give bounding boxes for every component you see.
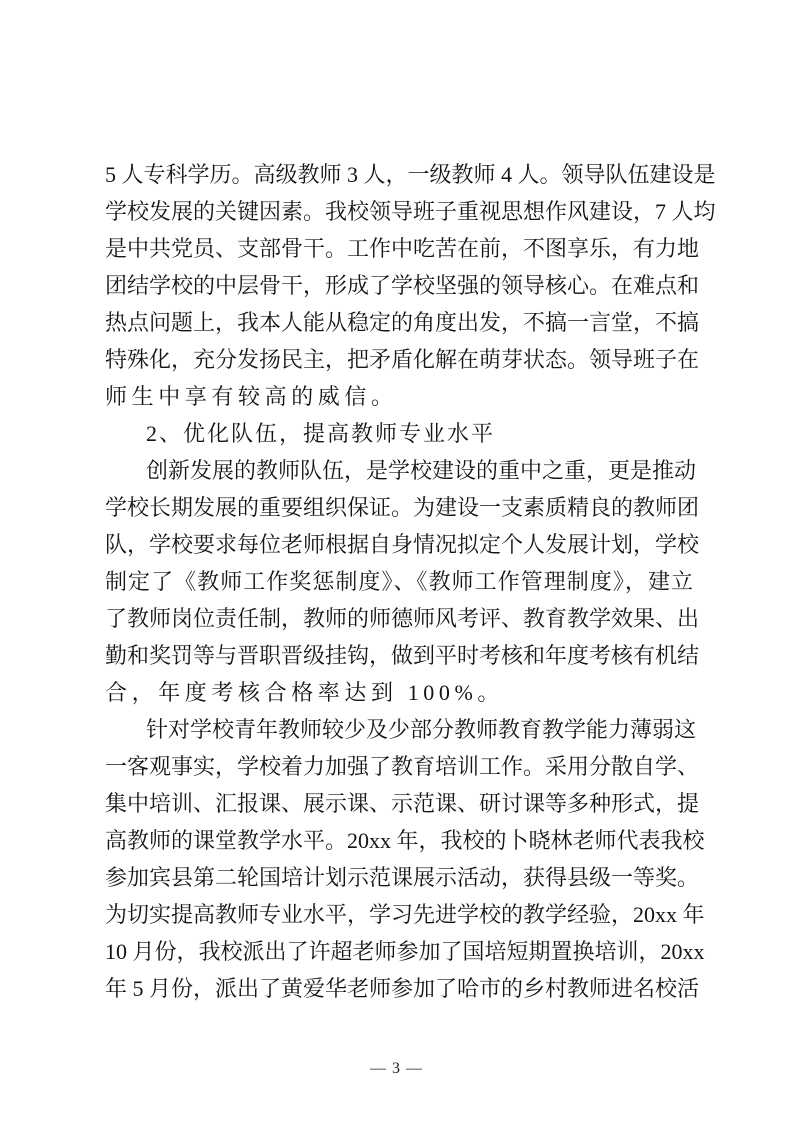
text-line: 集中培训、汇报课、展示课、示范课、研讨课等多种形式，提 bbox=[105, 791, 700, 816]
text-line: 10 月份，我校派出了许超老师参加了国培短期置换培训，20xx bbox=[105, 939, 705, 964]
paragraph bbox=[105, 711, 705, 1007]
text-line: 参加宾县第二轮国培计划示范课展示活动，获得县级一等奖。 bbox=[105, 865, 700, 890]
text-line: 一客观事实，学校着力加强了教育培训工作。采用分散自学、 bbox=[105, 754, 700, 779]
section-heading: 2、优化队伍，提高教师专业水平 bbox=[146, 421, 496, 446]
paragraph bbox=[105, 156, 716, 415]
text-line: 是中共党员、支部骨干。工作中吃苦在前，不图享乐，有力地 bbox=[105, 236, 700, 261]
text-line: 队，学校要求每位老师根据自身情况拟定个人发展计划，学校 bbox=[105, 532, 700, 557]
text-line: 5 人专科学历。高级教师 3 人，一级教师 4 人。领导队伍建设是 bbox=[105, 162, 716, 187]
text-line: 特殊化，充分发扬民主，把矛盾化解在萌芽状态。领导班子在 bbox=[105, 347, 700, 372]
text-line: 创新发展的教师队伍，是学校建设的重中之重，更是推动 bbox=[146, 458, 697, 483]
text-line: 合，年度考核合格率达到 100%。 bbox=[105, 680, 505, 705]
text-line: 为切实提高教师专业水平，学习先进学校的教学经验，20xx 年 bbox=[105, 902, 705, 927]
text-line: 制定了《教师工作奖惩制度》、《教师工作管理制度》，建立 bbox=[105, 569, 693, 594]
text-line: 了教师岗位责任制，教师的师德师风考评、教育教学效果、出 bbox=[105, 606, 700, 631]
text-line: 勤和奖罚等与晋职晋级挂钩，做到平时考核和年度考核有机结 bbox=[105, 643, 700, 668]
text-line: 学校发展的关键因素。我校领导班子重视思想作风建设，7 人均 bbox=[105, 199, 716, 224]
text-line: 针对学校青年教师较少及少部分教师教育教学能力薄弱这 bbox=[146, 717, 697, 742]
text-line: 师生中享有较高的威信。 bbox=[105, 384, 398, 409]
text-line: 年 5 月份，派出了黄爱华老师参加了哈市的乡村教师进名校活 bbox=[105, 976, 700, 1001]
page-number: — 3 — bbox=[370, 1060, 423, 1077]
text-line: 高教师的课堂教学水平。20xx 年，我校的卜晓林老师代表我校 bbox=[105, 828, 705, 853]
document-body bbox=[105, 156, 716, 1007]
text-line: 热点问题上，我本人能从稳定的角度出发，不搞一言堂，不搞 bbox=[105, 310, 700, 335]
text-line: 团结学校的中层骨干，形成了学校坚强的领导核心。在难点和 bbox=[105, 273, 700, 298]
text-line: 学校长期发展的重要组织保证。为建设一支素质精良的教师团 bbox=[105, 495, 700, 520]
paragraph bbox=[105, 452, 700, 711]
